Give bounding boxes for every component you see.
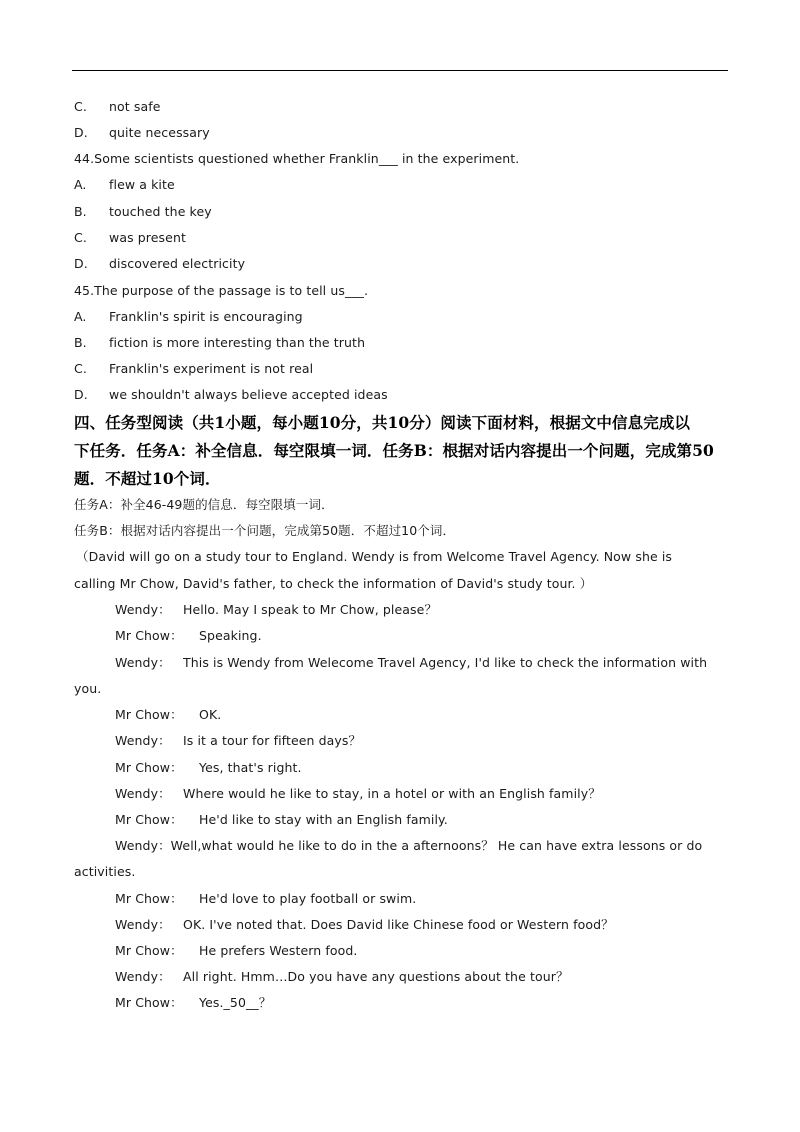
text-span: Mr Chow： [115, 891, 183, 906]
header-rule [72, 70, 728, 71]
text-span: Franklin's spirit is encouraging [109, 309, 303, 324]
task-a-instruction: 任务A：补全46-49题的信息．每空限填一词． [74, 497, 334, 512]
text-span: Wendy： [115, 917, 171, 932]
text-span: you. [74, 681, 102, 696]
text-span: Wendy： [115, 733, 171, 748]
section4-heading-line3: 题．不超过10个词． [74, 469, 221, 488]
q44-option-a[interactable] [74, 177, 175, 193]
text-span: Yes, that's right. [199, 760, 302, 775]
dialogue-line [115, 628, 262, 644]
text-span: Mr Chow： [115, 812, 183, 827]
text-span: He'd love to play football or swim. [199, 891, 417, 906]
text-span: activities. [74, 864, 136, 879]
text-span: we shouldn't always believe accepted ideas [109, 387, 388, 402]
dialogue-line [74, 864, 135, 880]
text-span: D. [74, 256, 88, 271]
text-span: He prefers Western food. [199, 943, 358, 958]
text-span: Wendy：Well,what would he like to do in the a afternoons？ He can have extra lessons or do [115, 838, 703, 853]
section4-heading-line2: 下任务．任务A：补全信息．每空限填一词．任务B：根据对话内容提出一个问题，完成第50 [74, 441, 714, 460]
dialogue-line [74, 681, 101, 697]
text-span: quite necessary [109, 125, 210, 140]
dialogue-line [115, 943, 358, 959]
text-span: Mr Chow： [115, 943, 183, 958]
text-span: Wendy： [115, 969, 171, 984]
q45-option-b[interactable] [74, 335, 365, 351]
dialogue-line [115, 602, 437, 618]
text-span: Mr Chow： [115, 995, 183, 1010]
section4-heading-line1: 四、任务型阅读（共1小题，每小题10分，共10分）阅读下面材料，根据文中信息完成以 [74, 413, 691, 432]
dialogue-line [115, 733, 361, 749]
dialogue-line [115, 812, 448, 828]
text-span: touched the key [109, 204, 212, 219]
q45-stem: 45.The purpose of the passage is to tell us___. [74, 283, 369, 298]
text-span: B. [74, 335, 87, 350]
intro-line-1: （David will go on a study tour to England. Wendy is from Welcome Travel Agency. Now she is [76, 549, 673, 564]
text-span: A. [74, 177, 87, 192]
q43-option-d[interactable] [74, 125, 210, 141]
text-span: Speaking. [199, 628, 262, 643]
text-span: D. [74, 125, 88, 140]
text-span: This is Wendy from Welecome Travel Agency, I'd like to check the information with [183, 655, 708, 670]
q45-option-a[interactable] [74, 309, 303, 325]
text-span: Mr Chow： [115, 707, 183, 722]
dialogue-line [115, 786, 601, 802]
text-span: fiction is more interesting than the truth [109, 335, 366, 350]
text-span: Wendy： [115, 602, 171, 617]
q44-option-b[interactable] [74, 204, 212, 220]
intro-line-2: calling Mr Chow, David's father, to check the information of David's study tour. ） [74, 576, 593, 591]
text-span: C. [74, 230, 87, 245]
text-span: OK. I've noted that. Does David like Chinese food or Western food？ [183, 917, 614, 932]
q44-stem: 44.Some scientists questioned whether Franklin___ in the experiment. [74, 151, 520, 166]
text-span: B. [74, 204, 87, 219]
q44-option-d[interactable] [74, 256, 245, 272]
dialogue-line [115, 760, 302, 776]
text-span: All right. Hmm…Do you have any questions about the tour？ [183, 969, 569, 984]
text-span: He'd like to stay with an English family. [199, 812, 448, 827]
dialogue-line [115, 707, 221, 723]
dialogue-line-answer-50[interactable] [115, 995, 271, 1011]
text-span: Wendy： [115, 655, 171, 670]
dialogue-line [115, 969, 569, 985]
q44-option-c[interactable] [74, 230, 186, 246]
text-span: was present [109, 230, 186, 245]
text-span: Is it a tour for fifteen days？ [183, 733, 362, 748]
dialogue-line [115, 838, 702, 854]
q43-option-c[interactable] [74, 99, 161, 115]
task-b-instruction: 任务B：根据对话内容提出一个问题，完成第50题．不超过10个词． [74, 523, 456, 538]
dialogue-line [115, 655, 707, 671]
text-span: C. [74, 361, 87, 376]
text-span: Mr Chow： [115, 760, 183, 775]
dialogue-line [115, 891, 416, 907]
text-span: flew a kite [109, 177, 175, 192]
q45-option-d[interactable] [74, 387, 388, 403]
text-span: not safe [109, 99, 161, 114]
q45-option-c[interactable] [74, 361, 313, 377]
text-span: Hello. May I speak to Mr Chow, please？ [183, 602, 438, 617]
text-span: Franklin's experiment is not real [109, 361, 314, 376]
text-span: discovered electricity [109, 256, 246, 271]
dialogue-line [115, 917, 614, 933]
text-span: Where would he like to stay, in a hotel or with an English family？ [183, 786, 601, 801]
text-span: A. [74, 309, 87, 324]
text-span: D. [74, 387, 88, 402]
text-span: C. [74, 99, 87, 114]
text-span: Wendy： [115, 786, 171, 801]
text-span: OK. [199, 707, 222, 722]
text-span: Yes._50__？ [199, 995, 272, 1010]
text-span: Mr Chow： [115, 628, 183, 643]
